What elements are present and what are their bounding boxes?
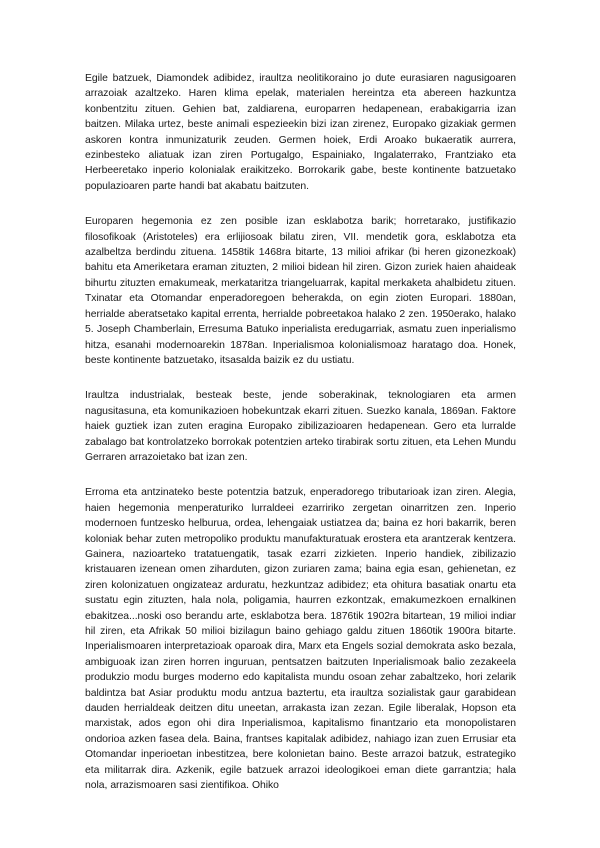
paragraph-4: Erroma eta antzinateko beste potentzia batzuk, enperadorego tributarioak izan ziren. Alegia, haien hegemonia menperaturiko lurraldeei ezarririko zergetan oinarritzen zen. Inperio modernoen funtzesko helburua, ordea, lehengaiak ustiatzea da; baina ez hori bakarrik, beren koloniak behar zuten metropoliko produktu manufakturatuak erostera eta arantzerak kentzera. Gainera, nazioarteko tratatuengatik, tasak ezarri zizkieten. Inperio handiek, zibilizazio kristauaren izenean omen ziharduten, gizon zuriaren zama; baina egia esan, gehienetan, ez ziren kolonizatuen ongizateaz arduratu, hezkuntzaz adibidez; eta ohitura basatiak onartu eta sustatu egin zituzten, hala nola, poligamia, haurren ezkontzak, emakumezkoen ernalkinen ebakitzea...noski oso berandu arte, esklabotza bera. 1876tik 1902ra bitartean, 19 milioi indiar hil ziren, eta Afrikak 50 milioi bizilagun baino gehiago galdu zituen 1860tik 1900ra bitarte. Inperialismoaren interpretazioak oparoak dira, Marx eta Engels sozial demokrata asko bezala, ambiguoak izan ziren horren inguruan, pentsatzen baitzuten Inperialismoak balio zezakeela produkzio modu burges moderno edo kapitalista mundu osoan zehar zabaltzeko, hori zelarik baldintza bat Asiar produktu modu antzua baztertu, eta iraultza sozialistak gaur garabidean dauden herrialdeak deitzen ditu uneetan, arrakasta izan zezan. Egile liberalak, Hopson eta marxistak, ados egon ohi dira Inperialismoa, kapitalismo finantzario eta monopolistaren ondorioa azken fasea dela. Baina, frantses kapitalak adibidez, nahiago izan zuen Errusiar eta Otomandar inperioetan inbestitzea, bere kolonietan baino. Beste arrazoi batzuk, estrategiko eta militarrak dira. Azkenik, egile batzuek arrazoi ideologikoei eman diete garrantzia; hala nola, arrazismoaren sasi zientifikoa. Ohiko bbox=[85, 487, 516, 792]
document-body bbox=[85, 71, 516, 813]
paragraph-2: Europaren hegemonia ez zen posible izan esklabotza barik; horretarako, justifikazio filosofikoak (Aristoteles) era erlijiosoak bilatu ziren, VII. mendetik gora, esklabotza eta azalbeltza berdindu zituena. 1458tik 1468ra bitarte, 13 milioi afrikar (bi heren gizonezkoak) bahitu eta Ameriketara eraman zituzten, 2 milioi bidean hil ziren. Gizon zuriek haien ahaideak bihurtu zituzten emakumeak, merkataritza triangeluarrak, kapital merkaketa ahalbidetu zituen. Txinatar eta Otomandar enperadoregoen beherakda, on egin zioten Europari. 1880an, herrialde aberatsetako kapital errenta, herrialde pobreetakoa halako 2 zen. 1950erako, halako 5. Joseph Chamberlain, Erresuma Batuko inperialista eredugarriak, asmatu zuen inperialismo hitza, esanahi modernoarekin 1878an. Inperialismoa kolonialismoaz haratago doa. Honek, beste kontinente batzuetako, itsasalda baizik ez du ustiatu. bbox=[85, 216, 516, 366]
paragraph-1: Egile batzuek, Diamondek adibidez, iraultza neolitikoraino jo dute eurasiaren nagusigoaren arrazoiak azaltzeko. Haren klima epelak, materialen hereintza eta abereen hazkuntza konbentzitu zituen. Gehien bat, zaldiarena, europarren hedapenean, erabakigarria izan baitzen. Milaka urtez, beste animali espezieekin bizi izan zirenez, Europako gizakiak germen askoren kontra inmunizaturik zeuden. Germen hoiek, Erdi Aroako bukaeratik aurrera, ezinbesteko aliatuak izan ziren Portugalgo, Espainiako, Ingalaterrako, Frantziako eta Herbeeretako inperio kolonialak eraikitzeko. Borrokarik gabe, beste kontinente batzuetako populazioaren parte handi bat akabatu baitzuten. bbox=[85, 73, 516, 192]
paragraph-3: Iraultza industrialak, besteak beste, jende soberakinak, teknologiaren eta armen nagusitasuna, eta komunikazioen hobekuntzak ekarri zituen. Suezko kanala, 1869an. Faktore haiek guztiek izan zuten eragina Europako zibilizazioaren hedapenean. Gero eta lurralde zabalago bat kontrolatzeko borrokak potentzien arteko tirabirak sortu zituen, eta Lehen Mundu Gerraren arrazoietako bat izan zen. bbox=[85, 390, 516, 463]
